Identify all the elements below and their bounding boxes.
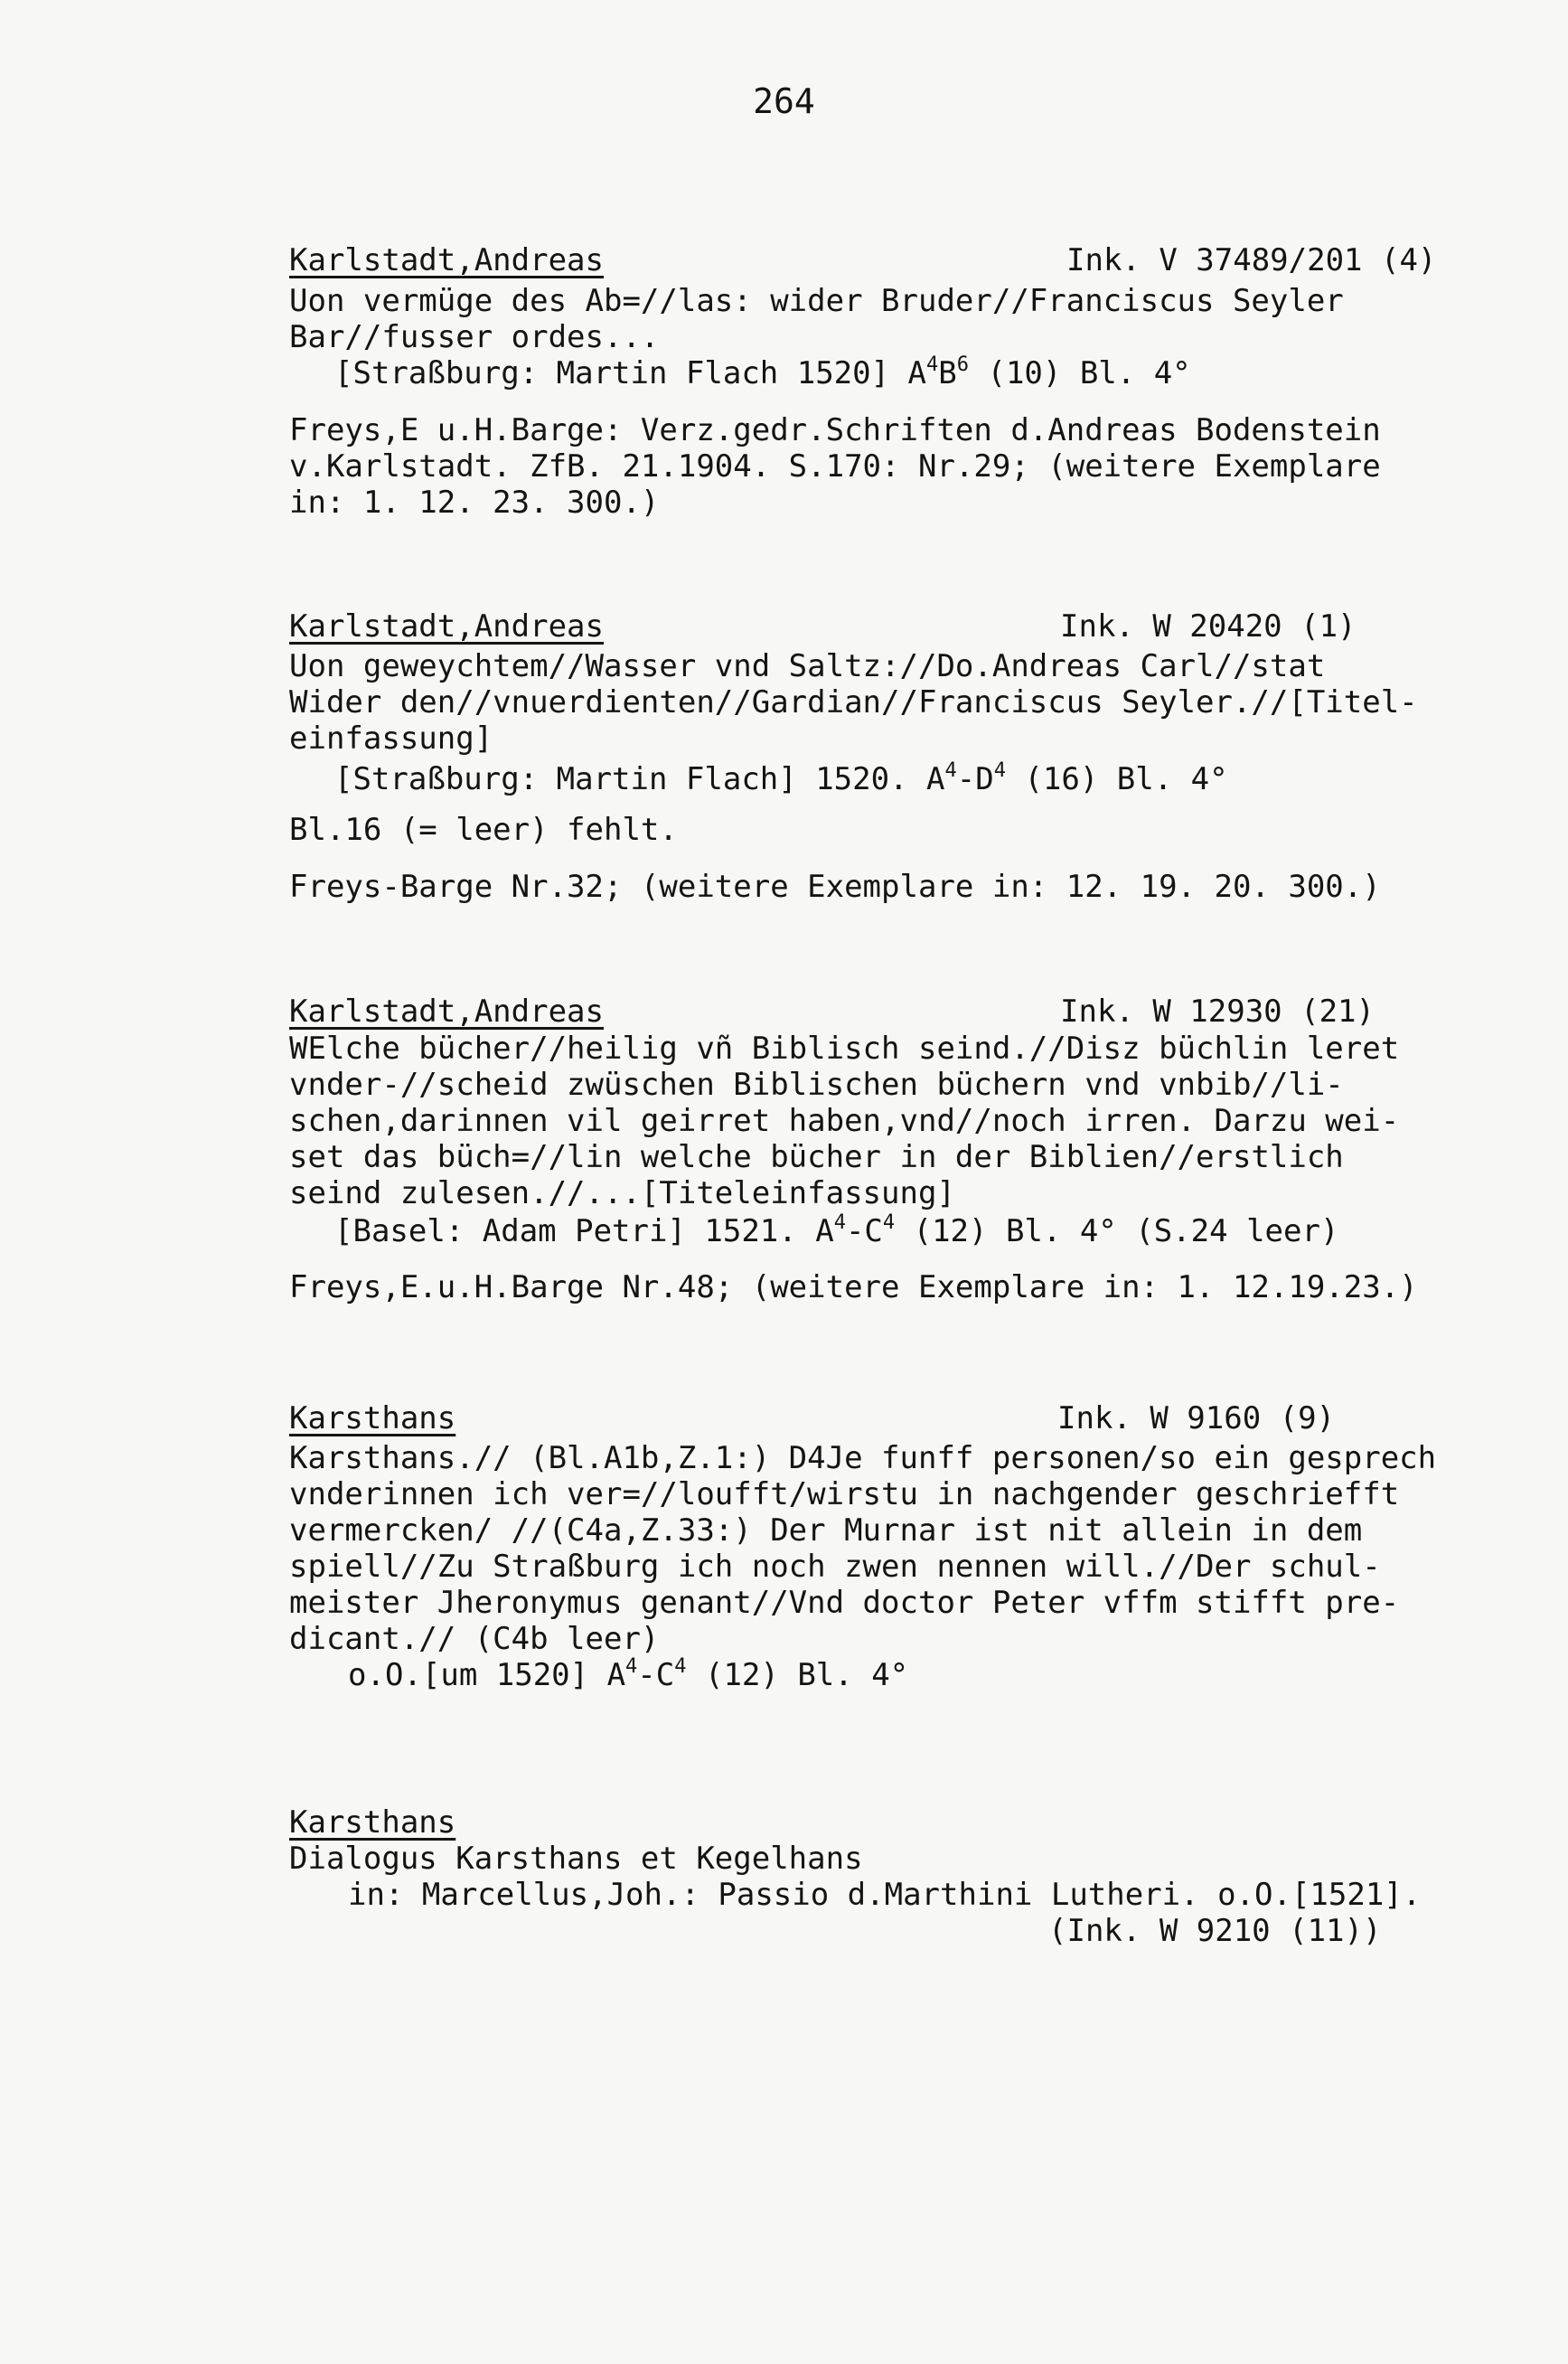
- entry-heading: Karlstadt,Andreas: [289, 994, 604, 1030]
- title-line: dicant.// (C4b leer): [289, 1621, 660, 1657]
- shelfmark: Ink. V 37489/201 (4): [1066, 242, 1437, 278]
- page-number: 264: [753, 81, 815, 121]
- title-line: vnder-//scheid zwüschen Biblischen büchern vnd vnbib//li-: [289, 1067, 1344, 1103]
- imprint-line: [Straßburg: Martin Flach] 1520. $A^4-D^4$ (16) Bl. 4°: [334, 759, 1228, 797]
- entry-heading: Karlstadt,Andreas: [289, 242, 604, 278]
- title-line: meister Jheronymus genant//Vnd doctor Peter vffm stifft pre-: [289, 1585, 1400, 1621]
- note-line: Freys-Barge Nr.32; (weitere Exemplare in: 12. 19. 20. 300.): [289, 869, 1381, 905]
- title-line: WElche bücher//heilig vñ Biblisch seind.//Disz büchlin leret: [289, 1031, 1400, 1067]
- title-line: vermercken/ //(C4a,Z.33:) Der Murnar ist nit allein in dem: [289, 1512, 1363, 1549]
- note-line: Freys,E.u.H.Barge Nr.48; (weitere Exemplare in: 1. 12.19.23.): [289, 1269, 1418, 1305]
- entry-heading: Karsthans: [289, 1400, 456, 1436]
- entry-heading: Karlstadt,Andreas: [289, 608, 604, 645]
- note-line: (Ink. W 9210 (11)): [1048, 1913, 1382, 1949]
- title-line: Bar//fusser ordes...: [289, 319, 660, 355]
- shelfmark: Ink. W 12930 (21): [1060, 994, 1375, 1030]
- shelfmark: Ink. W 20420 (1): [1060, 608, 1357, 645]
- title-line: einfassung]: [289, 721, 493, 757]
- shelfmark: Ink. W 9160 (9): [1057, 1400, 1336, 1436]
- entry-heading: Karsthans: [289, 1804, 456, 1841]
- title-line: spiell//Zu Straßburg ich noch zwen nennen will.//Der schul-: [289, 1549, 1381, 1585]
- title-line: vnderinnen ich ver=//loufft/wirstu in nachgender geschriefft: [289, 1476, 1400, 1512]
- imprint-line: o.O.[um 1520] $A^4-C^4$ (12) Bl. 4°: [348, 1655, 909, 1693]
- note-line: Freys,E u.H.Barge: Verz.gedr.Schriften d.Andreas Bodenstein: [289, 412, 1381, 448]
- note-line: v.Karlstadt. ZfB. 21.1904. S.170: Nr.29; (weitere Exemplare: [289, 448, 1381, 485]
- title-line: Wider den//vnuerdienten//Gardian//Franciscus Seyler.//[Titel-: [289, 684, 1418, 721]
- title-line: Karsthans.// (Bl.A1b,Z.1:) D4Je funff personen/so ein gesprech: [289, 1440, 1437, 1476]
- note-line: in: Marcellus,Joh.: Passio d.Marthini Lutheri. o.O.[1521].: [348, 1877, 1422, 1913]
- title-line: schen,darinnen vil geirret haben,vnd//noch irren. Darzu wei-: [289, 1103, 1400, 1139]
- title-line: Dialogus Karsthans et Kegelhans: [289, 1841, 863, 1877]
- title-line: Uon geweychtem//Wasser vnd Saltz://Do.Andreas Carl//stat: [289, 648, 1326, 684]
- imprint-line: [Straßburg: Martin Flach 1520] $A^4B^6$ (10) Bl. 4°: [334, 353, 1191, 391]
- title-line: seind zulesen.//...[Titeleinfassung]: [289, 1175, 955, 1211]
- title-line: set das büch=//lin welche bücher in der Biblien//erstlich: [289, 1139, 1344, 1175]
- note-line: Bl.16 (= leer) fehlt.: [289, 812, 678, 848]
- note-line: in: 1. 12. 23. 300.): [289, 485, 660, 521]
- imprint-line: [Basel: Adam Petri] 1521. $A^4-C^4$ (12) Bl. 4° (S.24 leer): [334, 1211, 1339, 1249]
- title-line: Uon vermüge des Ab=//las: wider Bruder//Franciscus Seyler: [289, 283, 1344, 319]
